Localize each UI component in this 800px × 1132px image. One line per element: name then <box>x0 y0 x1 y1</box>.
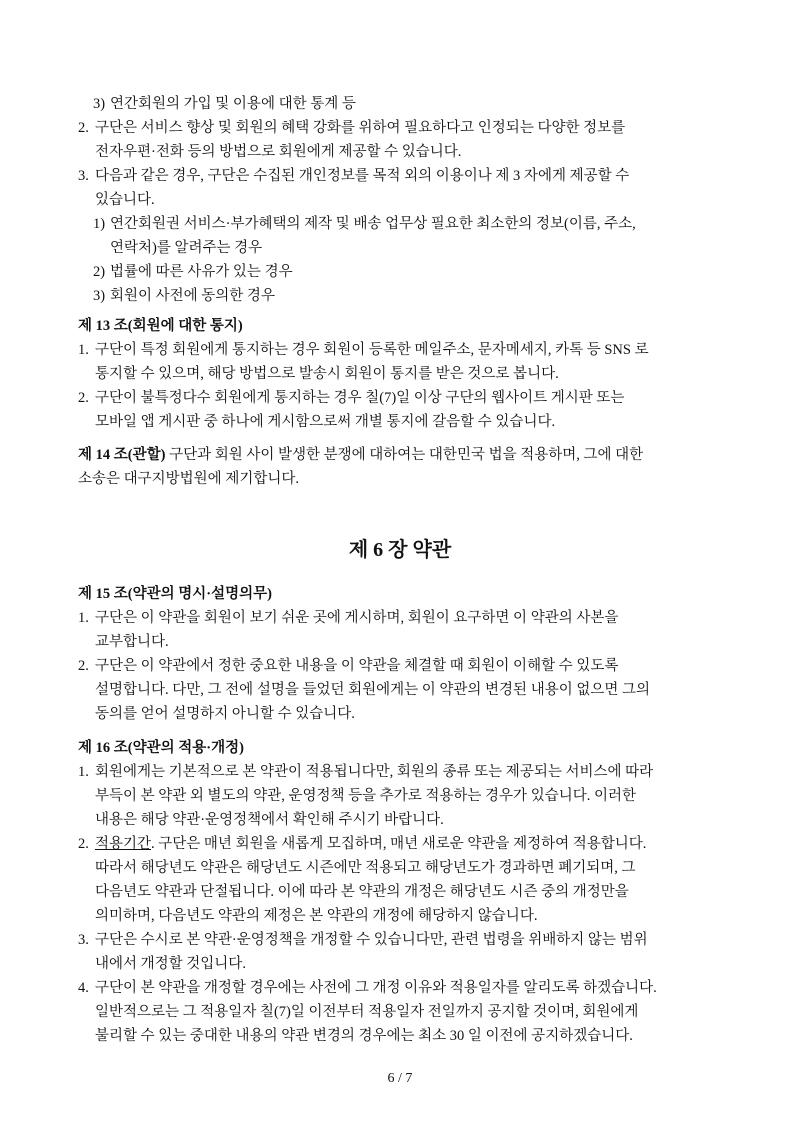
list-item-text: . 구단은 매년 회원을 새롭게 모집하며, 매년 새로운 약관을 제정하여 적용합니다. <box>151 836 647 852</box>
sub-item: 3) 회원이 사전에 동의한 경우 <box>93 288 275 304</box>
list-item: 1. 회원에게는 기본적으로 본 약관이 적용됩니다만, 회원의 종류 또는 제공되는 서비스에 따라 <box>78 764 654 780</box>
list-item-continuation: 내용은 해당 약관·운영정책에서 확인해 주시기 바랍니다. <box>95 812 444 828</box>
article-text: 구단과 회원 사이 발생한 분쟁에 대하여는 대한민국 법을 적용하며, 그에 대한 <box>169 447 644 463</box>
list-item-continuation: 불리할 수 있는 중대한 내용의 약관 변경의 경우에는 최소 30 일 이전에 공지하겠습니다. <box>95 1028 633 1044</box>
list-item: 3) 연간회원의 가입 및 이용에 대한 통계 등 <box>93 96 356 112</box>
article-heading: 제 14 조(관할) <box>78 447 166 463</box>
page-number: 6 / 7 <box>387 1071 413 1086</box>
list-item: 2. 구단이 불특정다수 회원에게 통지하는 경우 칠(7)일 이상 구단의 웹사이트 게시판 또는 <box>78 390 625 406</box>
list-item-continuation: 동의를 얻어 설명하지 아니할 수 있습니다. <box>95 706 355 722</box>
sub-item: 1) 연간회원권 서비스·부가혜택의 제작 및 배송 업무상 필요한 최소한의 정보(이름, 주소, <box>93 216 636 232</box>
article-heading: 제 16 조(약관의 적용·개정) <box>78 740 244 756</box>
list-item-continuation: 통지할 수 있으며, 해당 방법으로 발송시 회원이 통지를 받은 것으로 봅니다. <box>95 366 559 382</box>
list-item-continuation: 다음년도 약관과 단절됩니다. 이에 따라 본 약관의 개정은 해당년도 시즌 중의 개정만을 <box>95 884 629 900</box>
list-item-continuation: 전자우편·전화 등의 방법으로 회원에게 제공할 수 있습니다. <box>95 144 462 160</box>
list-item: 3. 다음과 같은 경우, 구단은 수집된 개인정보를 목적 외의 이용이나 제 3 자에게 제공할 수 <box>78 168 630 184</box>
list-item-continuation: 내에서 개정할 것입니다. <box>95 956 246 972</box>
article-16 <box>78 736 738 1048</box>
list-item: 1. 구단은 이 약관을 회원이 보기 쉬운 곳에 게시하며, 회원이 요구하면 이 약관의 사본을 <box>78 610 619 626</box>
sub-item-continuation: 연락처)를 알려주는 경우 <box>110 240 263 256</box>
list-item: 1. 구단이 특정 회원에게 통지하는 경우 회원이 등록한 메일주소, 문자메세지, 카톡 등 SNS 로 <box>78 342 649 358</box>
list-item-continuation: 모바일 앱 게시판 중 하나에 게시함으로써 개별 통지에 갈음할 수 있습니다. <box>95 414 556 430</box>
article-heading: 제 13 조(회원에 대한 통지) <box>78 318 243 334</box>
list-item: 3. 구단은 수시로 본 약관·운영정책을 개정할 수 있습니다만, 관련 법령을 위배하지 않는 범위 <box>78 932 648 948</box>
period-label: 적용기간 <box>95 836 152 852</box>
list-item-continuation: 부득이 본 약관 외 별도의 약관, 운영정책 등을 추가로 적용하는 경우가 있습니다. 이러한 <box>95 788 636 804</box>
list-item: 2. 구단은 이 약관에서 정한 중요한 내용을 이 약관을 체결할 때 회원이 이해할 수 있도록 <box>78 658 619 674</box>
list-item-continuation: 의미하며, 다음년도 약관의 제정은 본 약관의 개정에 해당하지 않습니다. <box>95 908 538 924</box>
article-text-continuation: 소송은 대구지방법원에 제기합니다. <box>78 471 299 487</box>
list-item: 4. 구단이 본 약관을 개정할 경우에는 사전에 그 개정 이유와 적용일자를 알리도록 하겠습니다. <box>78 980 657 996</box>
list-item-continuation: 교부합니다. <box>95 634 169 650</box>
article-12-continuation <box>78 92 738 308</box>
list-item-continuation: 있습니다. <box>95 192 155 208</box>
chapter-title: 제 6 장 약관 <box>348 539 452 561</box>
article-heading: 제 15 조(약관의 명시·설명의무) <box>78 586 272 602</box>
list-item-continuation: 따라서 해당년도 약관은 해당년도 시즌에만 적용되고 해당년도가 경과하면 폐기되며, 그 <box>95 860 636 876</box>
list-item-continuation: 일반적으로는 그 적용일자 칠(7)일 이전부터 적용일자 전일까지 공지할 것이며, 회원에게 <box>95 1004 639 1020</box>
article-13 <box>78 314 738 434</box>
list-item: 2. 구단은 서비스 향상 및 회원의 혜택 강화를 위하여 필요하다고 인정되는 다양한 정보를 <box>78 120 626 136</box>
list-item: 2. 적용기간. 구단은 매년 회원을 새롭게 모집하며, 매년 새로운 약관을 제정하여 적용합니다. <box>78 836 647 852</box>
article-15 <box>78 582 738 726</box>
list-item-continuation: 설명합니다. 다만, 그 전에 설명을 들었던 회원에게는 이 약관의 변경된 내용이 없으면 그의 <box>95 682 650 698</box>
article-14 <box>78 443 738 491</box>
sub-item: 2) 법률에 따른 사유가 있는 경우 <box>93 264 293 280</box>
